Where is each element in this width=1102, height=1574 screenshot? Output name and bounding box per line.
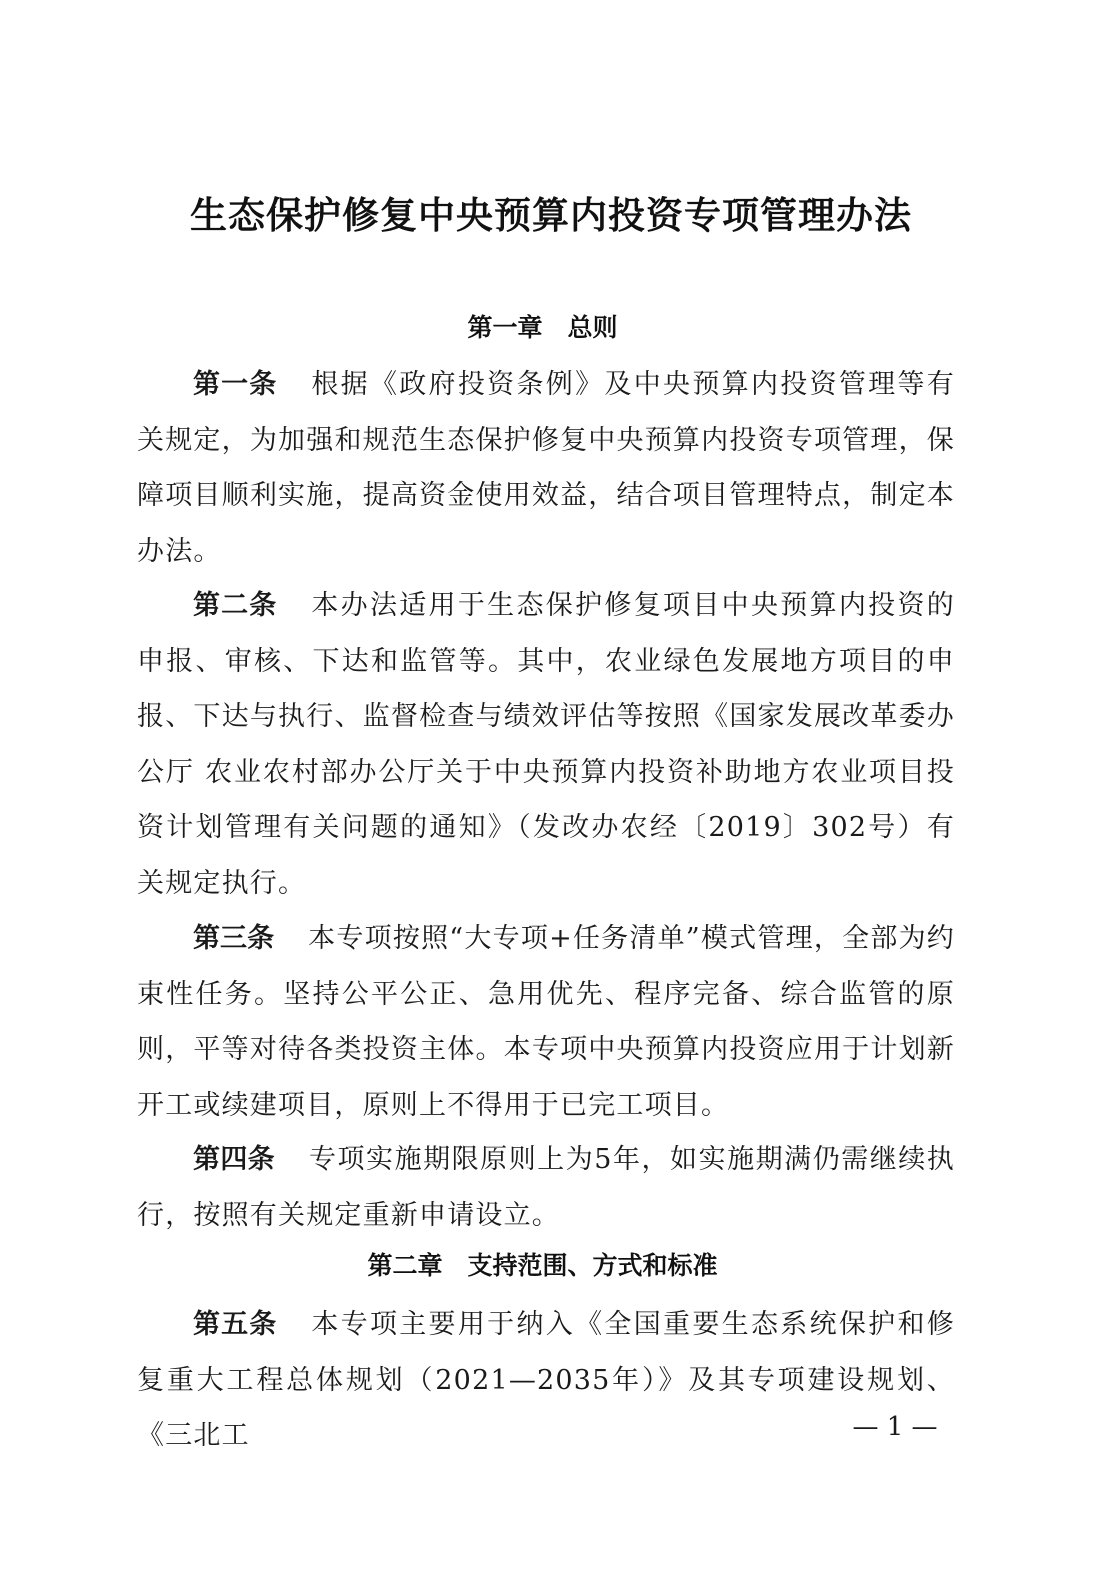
article-heading: 第一条 [193, 369, 278, 400]
article-text: 本办法适用于生态保护修复项目中央预算内投资的申报、审核、下达和监管等。其中，农业绿色发展地方项目的申报、下达与执行、监督检查与绩效评估等按照《国家发展改革委办公厅 农业农村部办公厅关于中央预算内投资补助地方农业项目投资计划管理有关问题的通知》（发改办农经〔2019〕302号）有关规定执行。 [137, 590, 955, 899]
article-text: 本专项主要用于纳入《全国重要生态系统保护和修复重大工程总体规划（2021—2035年）》及其专项建设规划、《三北工 [137, 1309, 955, 1451]
page-number: — 1 — [852, 1412, 938, 1442]
document-title: 生态保护修复中央预算内投资专项管理办法 [190, 194, 912, 237]
article-heading: 第五条 [193, 1309, 278, 1340]
article-heading: 第四条 [193, 1144, 275, 1175]
article-4 [137, 1132, 955, 1243]
chapter-heading-1: 第一章 总则 [467, 313, 618, 342]
article-3 [137, 911, 955, 1133]
chapter-heading-2: 第二章 支持范围、方式和标准 [367, 1251, 718, 1280]
article-1 [137, 357, 955, 579]
article-text: 专项实施期限原则上为5年，如实施期满仍需继续执行，按照有关规定重新申请设立。 [137, 1144, 956, 1231]
article-heading: 第二条 [193, 590, 278, 621]
article-text: 根据《政府投资条例》及中央预算内投资管理等有关规定，为加强和规范生态保护修复中央预算内投资专项管理，保障项目顺利实施，提高资金使用效益，结合项目管理特点，制定本办法。 [137, 369, 955, 567]
article-2 [137, 578, 955, 911]
article-text: 本专项按照“大专项+任务清单”模式管理，全部为约束性任务。坚持公平公正、急用优先、程序完备、综合监管的原则，平等对待各类投资主体。本专项中央预算内投资应用于计划新开工或续建项目，原则上不得用于已完工项目。 [137, 923, 956, 1121]
article-heading: 第三条 [193, 923, 275, 954]
article-5 [137, 1297, 955, 1451]
